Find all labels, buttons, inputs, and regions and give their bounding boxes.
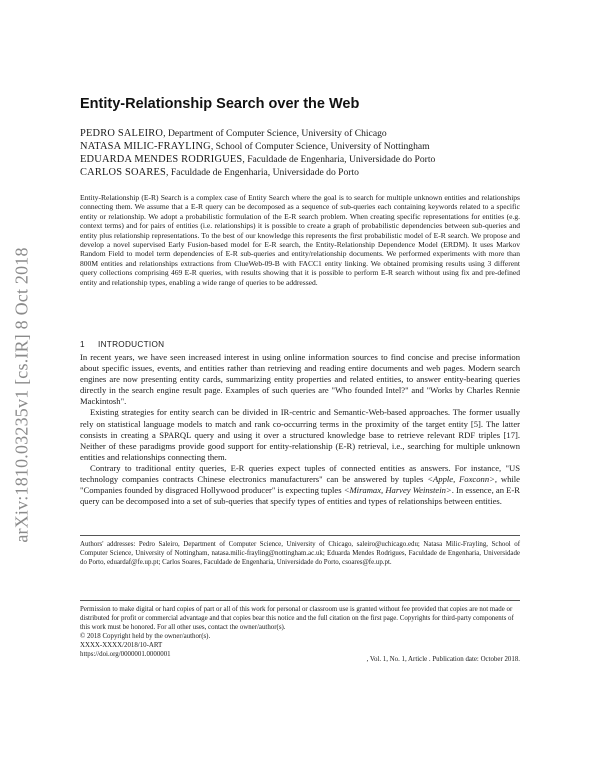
author-name: EDUARDA MENDES RODRIGUES xyxy=(80,154,243,165)
author-affiliation: , School of Computer Science, University of Nottingham xyxy=(210,141,430,152)
permission-notice xyxy=(80,600,520,660)
example-tuple: <Miramax, Harvey Weinstein> xyxy=(343,485,452,496)
section-heading xyxy=(80,340,520,349)
abstract: Entity-Relationship (E-R) Search is a complex case of Entity Search where the goal is to search for multiple unknown entities and relationships connecting them. We assume that a E-R query can be decomposed as a sequence of sub-queries each containing keywords related to a specific entity or relationship. We adopt a probabilistic formulation of the E-R search problem. When creating specific representations for entities (e.g. context terms) and for pairs of entities (i.e. relationships) it is possible to create a graph of probabilistic dependencies between sub-queries and entity plus relationship representations. To the best of our knowledge this represents the first probabilistic model of E-R search. We propose and develop a novel supervised Early Fusion-based model for E-R search, the Entity-Relationship Dependence Model (ERDM). It uses Markov Random Field to model term dependencies of E-R sub-queries and entity/relationship documents. We performed experiments with more than 800M entities and relationships extractions from ClueWeb-09-B with FACC1 entity linking. We obtained promising results using 3 different query collections comprising 469 E-R queries, with results showing that it is possible to perform E-R search without using fix and pre-defined entity and relationship types, enabling a wide range of queries to be addressed. xyxy=(80,193,520,287)
paragraph-text: Contrary to traditional entity queries, E-R queries expect tuples of connected entities as answers. For instance, "US technology companies contracts Chinese electronics manufacturers" can be answered by tuples xyxy=(80,462,520,485)
paragraph xyxy=(80,463,520,507)
paragraph: In recent years, we have seen increased interest in using online information sources to find concise and precise information about specific issues, events, and entities rather than retrieving and reading entire documents and web pages. Modern search engines are now presenting entity cards, summarizing entity properties and related entities, to answer entity-bearing queries directly in the search engine result page. Examples of such queries are "Who founded Intel?" and "Works by Charles Rennie Mackintosh". xyxy=(80,352,520,407)
section-number: 1 xyxy=(80,340,85,349)
issn-line: XXXX-XXXX/2018/10-ART xyxy=(80,642,163,650)
introduction-body xyxy=(80,352,520,507)
author-affiliation: , Faculdade de Engenharia, Universidade do Porto xyxy=(166,167,359,178)
paragraph: Existing strategies for entity search can be divided in IR-centric and Semantic-Web-based approaches. The former usually rely on statistical language models to match and rank co-occurring terms in the proximity of the target entity [5]. The latter consists in creating a SPARQL query and using it over a structured knowledge base to retrieve relevant RDF triples [17]. Neither of these paradigms provide good support for entity-relationship (E-R) retrieval, i.e., searching for multiple unknown entities and relationships connecting them. xyxy=(80,407,520,462)
paragraph-text: . In essence, an E-R query can be decomposed into a set of sub-queries that specify types of entities and types of relationships between entities. xyxy=(80,485,520,507)
author-name: PEDRO SALEIRO xyxy=(80,128,164,139)
section-title: INTRODUCTION xyxy=(98,340,165,349)
publication-info: , Vol. 1, No. 1, Article . Publication date: October 2018. xyxy=(366,656,520,663)
author-entry xyxy=(80,127,520,140)
arxiv-identifier: arXiv:1810.03235v1 [cs.IR] 8 Oct 2018 xyxy=(11,247,32,543)
author-name: CARLOS SOARES xyxy=(80,167,167,178)
doi-link[interactable]: https://doi.org/0000001.0000001 xyxy=(80,651,171,659)
arxiv-identifier-sidebar xyxy=(8,215,36,575)
author-list xyxy=(80,127,520,179)
example-tuple: <Apple, Foxconn> xyxy=(427,474,495,485)
author-entry xyxy=(80,140,520,153)
permission-text: Permission to make digital or hard copies of part or all of this work for personal or classroom use is granted without fee provided that copies are not made or distributed for profit or commercial advantage and that copies bear this notice and the full citation on the first page. Copyrights for third-party components of this work must be honored. For all other uses, contact the owner/author(s). xyxy=(80,606,514,632)
author-entry xyxy=(80,166,520,179)
copyright-line: © 2018 Copyright held by the owner/author(s). xyxy=(80,633,211,641)
author-entry xyxy=(80,153,520,166)
author-name: NATASA MILIC-FRAYLING xyxy=(80,141,211,152)
author-affiliation: , Faculdade de Engenharia, Universidade do Porto xyxy=(242,154,436,165)
paragraph-text: , while "Companies founded by disgraced Hollywood producer" is expecting tuples xyxy=(80,474,520,496)
author-affiliation: , Department of Computer Science, University of Chicago xyxy=(163,128,387,139)
paper-title: Entity-Relationship Search over the Web xyxy=(80,96,360,112)
authors-addresses-footnote: Authors' addresses: Pedro Saleiro, Department of Computer Science, University of Chicago, saleiro@uchicago.edu; Natasa Milic-Frayling, School of Computer Science, University of Nottingham, natasa.milic-frayling@nottingham.ac.uk; Eduarda Mendes Rodrigues, Faculdade de Engenharia, Universidade do Porto, eduardaf@fe.up.pt; Carlos Soares, Faculdade de Engenharia, Universidade do Porto, csoares@fe.up.pt. xyxy=(80,535,520,567)
